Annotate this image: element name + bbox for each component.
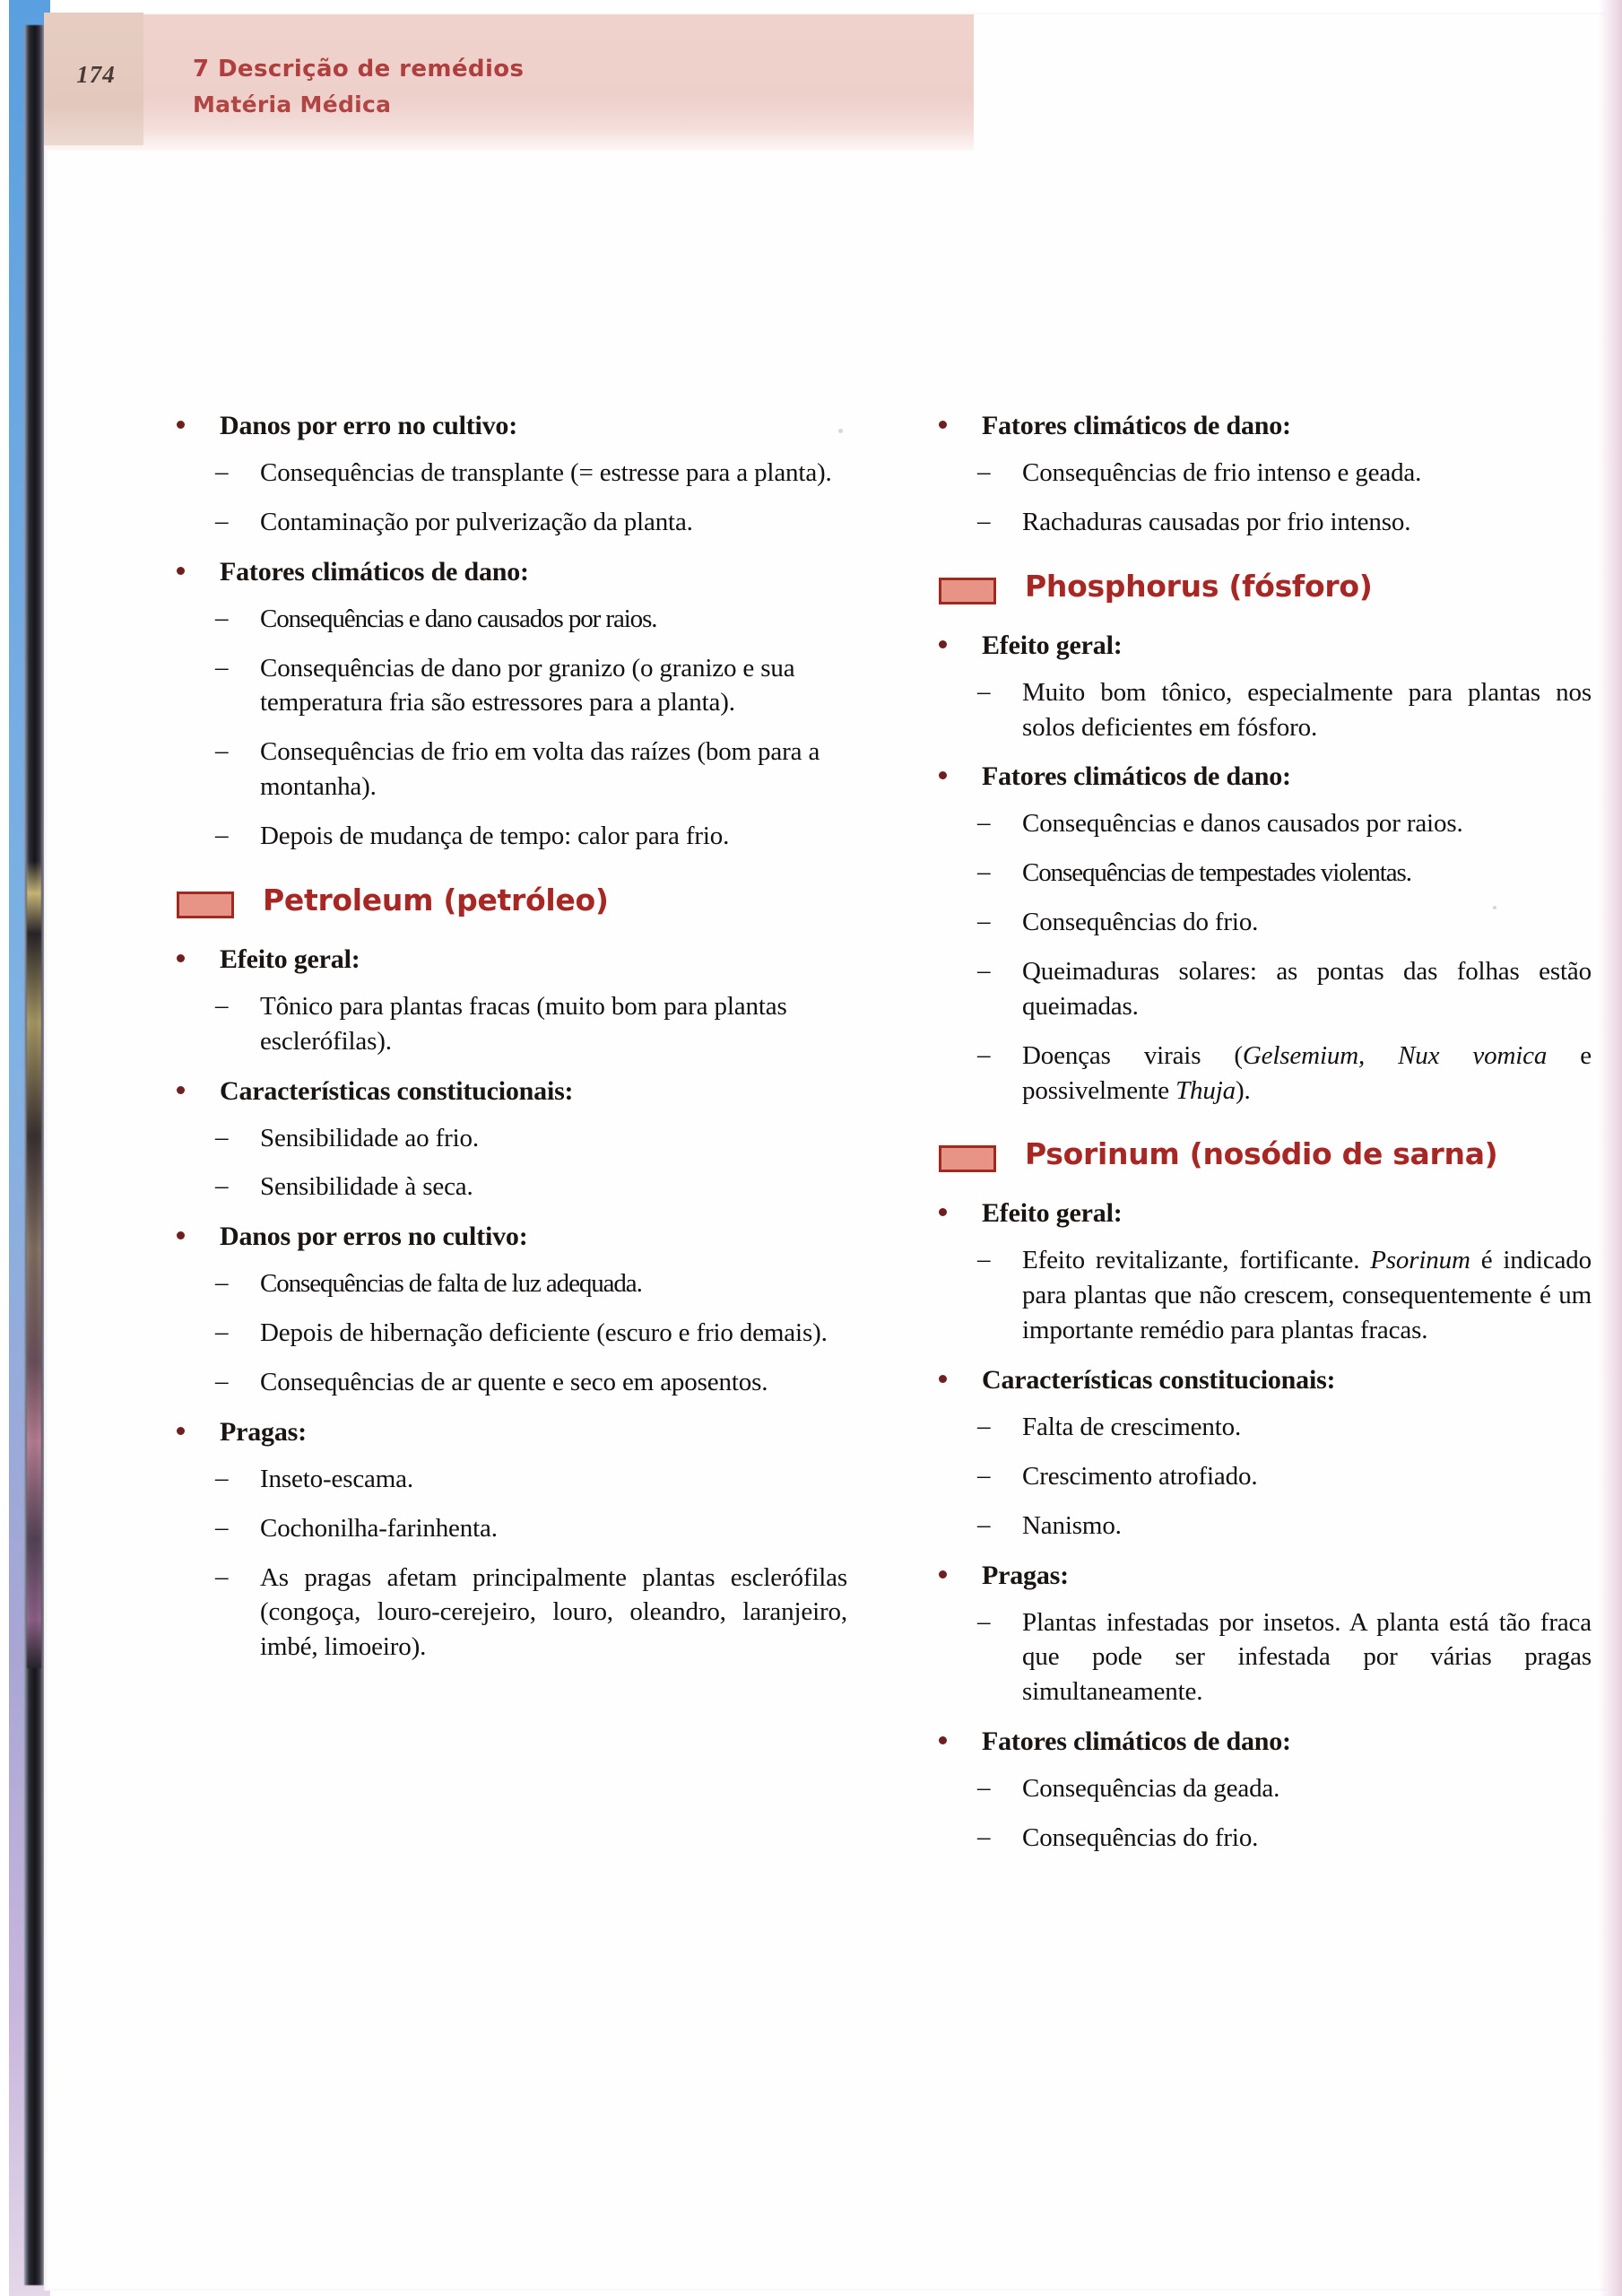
bullet-icon xyxy=(939,421,947,429)
list-item xyxy=(928,1459,1592,1494)
list-item xyxy=(166,819,847,854)
dash-icon: – xyxy=(215,1512,229,1542)
list-item-text-post: ). xyxy=(1236,1075,1251,1105)
dash-icon: – xyxy=(977,808,991,838)
list-block xyxy=(928,1724,1592,1856)
list-heading xyxy=(166,1074,847,1109)
list-item-label: Consequências de tempestades violentas. xyxy=(1022,858,1411,888)
dash-icon: – xyxy=(977,1460,991,1490)
list-item-label: Consequências e danos causados por raios. xyxy=(1022,809,1463,839)
remedy-title: Petroleum (petróleo) xyxy=(263,882,609,918)
bullet-icon xyxy=(177,1427,185,1435)
list-block xyxy=(166,1414,847,1665)
list-heading xyxy=(166,1414,847,1449)
list-heading xyxy=(166,942,847,977)
list-item-label: Consequências de ar quente e seco em aposentos. xyxy=(260,1368,768,1397)
dash-icon: – xyxy=(215,1268,228,1298)
dash-icon: – xyxy=(977,907,991,936)
list-item xyxy=(166,1121,847,1156)
dash-icon: – xyxy=(215,1122,229,1152)
bullet-icon xyxy=(939,771,947,779)
dash-icon: – xyxy=(215,603,228,632)
list-item xyxy=(928,505,1592,540)
list-item-label: Falta de crescimento. xyxy=(1022,1413,1242,1442)
list-heading xyxy=(166,408,847,443)
list-heading-label: Fatores climáticos de dano: xyxy=(982,1726,1291,1757)
list-item xyxy=(166,1511,847,1546)
list-item xyxy=(928,1821,1592,1856)
list-item-label: Consequências do frio. xyxy=(1022,1823,1259,1853)
right-column xyxy=(928,408,1592,1870)
list-item-with-italics xyxy=(928,1243,1592,1348)
list-item-label: As pragas afetam principalmente plantas esclerófilas (congoça, louro-cerejeiro, louro, oleandro, laranjeiro, imbé, limoeiro). xyxy=(260,1562,847,1662)
dash-icon: – xyxy=(977,956,991,986)
list-item xyxy=(166,1462,847,1497)
list-item xyxy=(928,1509,1592,1544)
list-block xyxy=(928,408,1592,540)
list-block xyxy=(166,408,847,540)
list-item-text-pre: Efeito revitalizante, fortificante. xyxy=(1022,1246,1371,1275)
remedy-marker-icon xyxy=(177,891,234,918)
list-heading-label: Fatores climáticos de dano: xyxy=(220,556,529,587)
remedy-heading-phosphorus xyxy=(928,570,1592,610)
list-item-label: Queimaduras solares: as pontas das folhas estão queimadas. xyxy=(1022,957,1592,1021)
dash-icon: – xyxy=(977,1039,991,1069)
list-heading xyxy=(928,408,1592,443)
list-heading-label: Efeito geral: xyxy=(982,1198,1123,1229)
list-item xyxy=(166,989,847,1059)
list-heading xyxy=(928,1558,1592,1593)
list-item-text-mid: e possivelmente xyxy=(1022,1040,1592,1105)
list-block xyxy=(928,1362,1592,1544)
list-heading-label: Pragas: xyxy=(220,1416,307,1447)
dash-icon: – xyxy=(977,1822,991,1852)
list-item-label: Muito bom tônico, especialmente para plantas nos solos deficientes em fósforo. xyxy=(1022,677,1592,742)
latin-name-psorinum: Psorinum xyxy=(1370,1246,1470,1275)
chapter-title: 7 Descrição de remédios xyxy=(193,56,525,83)
page-number: 174 xyxy=(76,61,116,88)
list-item xyxy=(166,1561,847,1665)
list-item xyxy=(166,1365,847,1400)
list-item-label: Consequências de frio em volta das raízes (bom para a montanha). xyxy=(260,737,820,802)
remedy-marker-icon xyxy=(939,578,996,604)
list-item-label: Depois de hibernação deficiente (escuro e frio demais). xyxy=(260,1318,828,1348)
list-heading-label: Fatores climáticos de dano: xyxy=(982,761,1291,792)
list-item xyxy=(166,1266,847,1301)
list-item xyxy=(166,1170,847,1205)
list-heading xyxy=(166,554,847,589)
list-heading xyxy=(166,1219,847,1254)
bullet-icon xyxy=(177,1231,185,1239)
list-block xyxy=(928,759,1592,1108)
list-item-label: Cochonilha-farinhenta. xyxy=(260,1513,498,1543)
list-heading-label: Danos por erros no cultivo: xyxy=(220,1222,528,1252)
list-item xyxy=(928,456,1592,491)
list-item-label: Sensibilidade ao frio. xyxy=(260,1123,479,1152)
list-item-text-pre: Doenças virais ( xyxy=(1022,1040,1243,1070)
dash-icon: – xyxy=(977,457,991,486)
list-item-label: Plantas infestadas por insetos. A planta está tão fraca que pode ser infestada por várias pragas simultaneamente. xyxy=(1022,1607,1592,1707)
bullet-icon xyxy=(939,640,947,648)
remedy-title: Phosphorus (fósforo) xyxy=(1025,568,1373,604)
bullet-icon xyxy=(939,1736,947,1744)
list-item xyxy=(166,505,847,540)
list-item-label: Consequências de transplante (= estresse para a planta). xyxy=(260,458,832,487)
dash-icon: – xyxy=(977,1773,991,1803)
remedy-title: Psorinum (nosódio de sarna) xyxy=(1025,1136,1498,1172)
list-heading-label: Características constitucionais: xyxy=(982,1365,1336,1396)
list-item xyxy=(928,1410,1592,1445)
list-item-label: Crescimento atrofiado. xyxy=(1022,1461,1258,1491)
list-item xyxy=(166,735,847,804)
list-block xyxy=(166,942,847,1059)
list-item xyxy=(166,456,847,491)
dash-icon: – xyxy=(977,506,991,535)
dash-icon: – xyxy=(215,990,229,1020)
list-heading-label: Efeito geral: xyxy=(220,944,360,974)
dash-icon: – xyxy=(977,1245,991,1274)
list-item-label: Consequências de falta de luz adequada. xyxy=(260,1269,642,1299)
list-item-label: Consequências e dano causados por raios. xyxy=(260,604,657,633)
list-item-label: Tônico para plantas fracas (muito bom para plantas esclerófilas). xyxy=(260,991,787,1056)
bullet-icon xyxy=(177,567,185,575)
list-block xyxy=(166,1074,847,1205)
list-item xyxy=(166,651,847,721)
list-heading-label: Efeito geral: xyxy=(982,630,1123,660)
list-item xyxy=(928,1771,1592,1806)
dash-icon: – xyxy=(215,457,229,486)
list-heading-label: Danos por erro no cultivo: xyxy=(220,411,518,440)
dash-icon: – xyxy=(215,1367,229,1396)
list-block xyxy=(928,628,1592,745)
list-item-label: Consequências de dano por granizo (o granizo e sua temperatura fria são estressores para a planta). xyxy=(260,653,795,718)
latin-name-thuja: Thuja xyxy=(1175,1075,1236,1105)
list-block xyxy=(928,1558,1592,1710)
dash-icon: – xyxy=(215,1171,229,1201)
list-item xyxy=(928,856,1592,891)
bullet-icon xyxy=(939,1570,947,1578)
list-item-text-post: é indicado para plantas que não crescem, consequentemente é um importante remédio para plantas fracas. xyxy=(1022,1246,1592,1345)
list-item xyxy=(928,905,1592,940)
list-item xyxy=(928,1605,1592,1710)
list-block xyxy=(928,1196,1592,1348)
list-item xyxy=(166,602,847,637)
list-block xyxy=(166,1219,847,1400)
list-item-with-italics xyxy=(928,1039,1592,1109)
list-heading-label: Características constitucionais: xyxy=(220,1075,574,1106)
list-item-label: Depois de mudança de tempo: calor para frio. xyxy=(260,822,730,851)
latin-name-gelsemium-nux: Gelsemium, Nux vomica xyxy=(1242,1040,1548,1070)
bullet-icon xyxy=(939,1375,947,1383)
bullet-icon xyxy=(177,954,185,962)
dash-icon: – xyxy=(215,1561,229,1591)
dash-icon: – xyxy=(215,506,229,535)
list-item-label: Consequências da geada. xyxy=(1022,1774,1280,1804)
list-item-label: Nanismo. xyxy=(1022,1510,1122,1540)
remedy-heading-petroleum xyxy=(166,884,847,924)
dash-icon: – xyxy=(977,676,991,706)
dash-icon: – xyxy=(215,1318,229,1347)
list-heading xyxy=(928,759,1592,794)
list-item xyxy=(928,806,1592,841)
list-heading xyxy=(928,1196,1592,1231)
remedy-marker-icon xyxy=(939,1145,996,1172)
bullet-icon xyxy=(177,421,185,429)
list-heading xyxy=(928,1724,1592,1759)
left-column xyxy=(166,408,847,1679)
list-heading-label: Pragas: xyxy=(982,1560,1069,1590)
list-heading xyxy=(928,628,1592,663)
list-item-label: Sensibilidade à seca. xyxy=(260,1172,473,1202)
dash-icon: – xyxy=(215,821,229,850)
dash-icon: – xyxy=(215,1463,229,1492)
list-item-label: Inseto-escama. xyxy=(260,1464,414,1493)
list-heading-label: Fatores climáticos de dano: xyxy=(982,411,1291,440)
list-item-label: Rachaduras causadas por frio intenso. xyxy=(1022,507,1411,536)
dash-icon: – xyxy=(977,1606,991,1636)
dash-icon: – xyxy=(215,652,229,682)
list-item xyxy=(928,675,1592,745)
list-item-label: Contaminação por pulverização da planta. xyxy=(260,507,693,536)
bullet-icon xyxy=(939,1208,947,1216)
bullet-icon xyxy=(177,1086,185,1094)
list-item xyxy=(166,1316,847,1351)
dash-icon: – xyxy=(215,736,229,766)
list-item-label: Consequências do frio. xyxy=(1022,908,1259,937)
list-heading xyxy=(928,1362,1592,1397)
dash-icon: – xyxy=(977,857,990,887)
list-block xyxy=(166,554,847,854)
list-item xyxy=(928,954,1592,1024)
dash-icon: – xyxy=(977,1412,991,1441)
list-item-label: Consequências de frio intenso e geada. xyxy=(1022,458,1422,487)
dash-icon: – xyxy=(977,1509,991,1539)
page-subtitle: Matéria Médica xyxy=(193,91,392,117)
remedy-heading-psorinum xyxy=(928,1138,1592,1178)
